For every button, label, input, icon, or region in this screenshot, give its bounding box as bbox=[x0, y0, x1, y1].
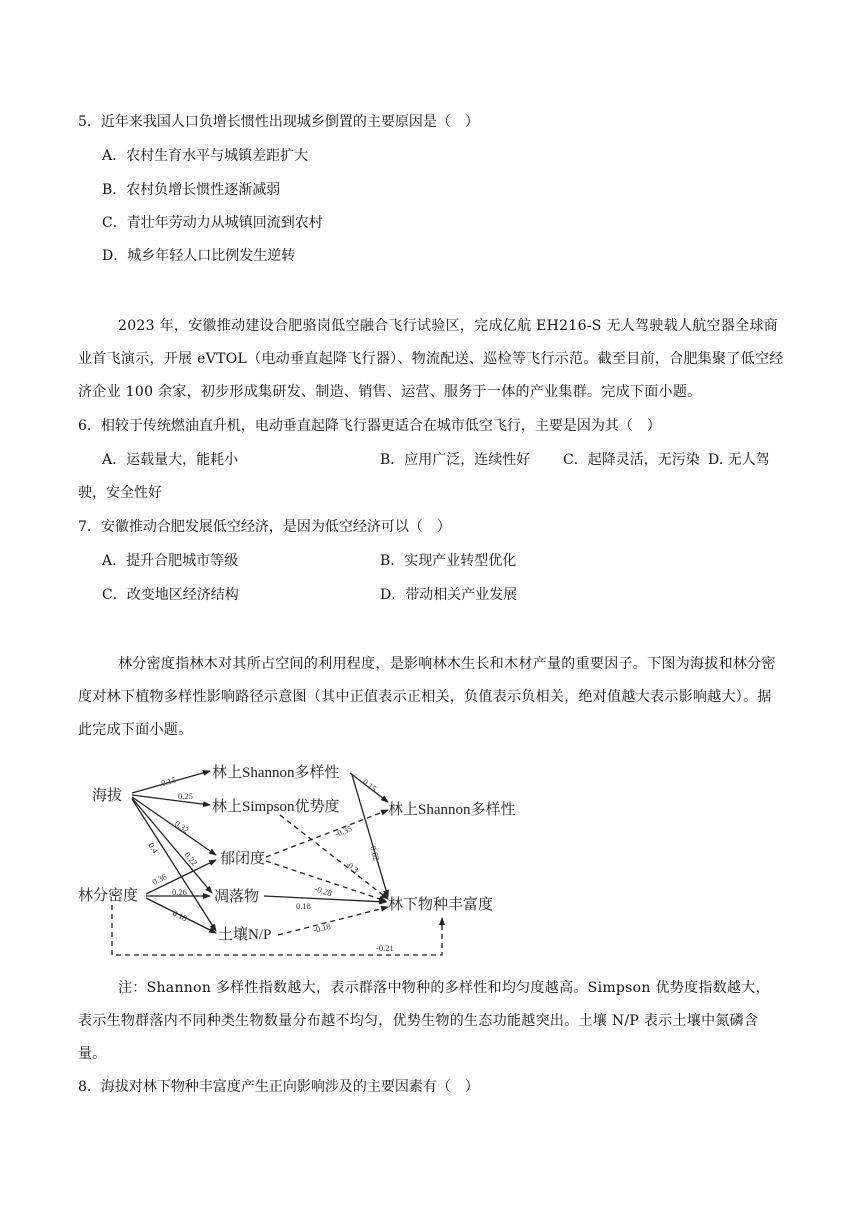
coef-shannon-richness: 0.62 bbox=[368, 844, 382, 862]
passage-1-text: 2023 年，安徽推动建设合肥骆岗低空融合飞行试验区，完成亿航 EH216-S 无人驾驶载人航空器全球商业首飞演示，开展 eVTOL（电动垂直起降飞行器）、物流配送、巡检等飞行示范。截至目前，合肥集聚了低空经济企业 100 余家，初步形成集研发、制造、销售、运营、服务于一体的产业集群。完成下面小题。 bbox=[78, 318, 784, 400]
coef-alt-simpson: 0.25 bbox=[178, 791, 193, 801]
coef-den-canopy: 0.36 bbox=[150, 871, 169, 887]
node-understory-richness: 林下物种丰富度 bbox=[388, 897, 494, 913]
note-text: 注：Shannon 多样性指数越大，表示群落中物种的多样性和均匀度越高。Simpson 优势度指数越大，表示生物群落内不同种类生物数量分布越不均匀，优势生物的生态功能越突出。土壤 N/P 表示土壤中氮磷含量。 bbox=[78, 980, 770, 1062]
node-litter: 凋落物 bbox=[214, 889, 260, 905]
coef-soil-richness: -0.18 bbox=[312, 920, 332, 935]
question-5-option-a: A．农村生育水平与城镇差距扩大 bbox=[102, 148, 309, 164]
question-6-option-a: A．运载量大，能耗小 bbox=[102, 452, 239, 468]
coef-den-soil: 0.18 bbox=[171, 907, 189, 924]
node-shannon-understory: 林上Shannon多样性 bbox=[388, 802, 516, 818]
question-7-option-c: C．改变地区经济结构 bbox=[102, 587, 239, 603]
coef-alt-canopy: 0.32 bbox=[172, 818, 191, 835]
passage-low-altitude-economy bbox=[78, 310, 784, 409]
question-6-option-d: D. 无人驾 bbox=[708, 452, 770, 468]
node-soil-np: 土壤N/P bbox=[218, 927, 272, 943]
diagram-note bbox=[78, 972, 784, 1071]
coef-den-litter: 0.26 bbox=[172, 887, 187, 897]
question-6-option-d-continued: 驶，安全性好 bbox=[78, 485, 162, 501]
question-5-option-c: C．青壮年劳动力从城镇回流到农村 bbox=[102, 215, 323, 231]
coef-canopy-shannon: -0.35 bbox=[333, 823, 354, 839]
question-5-option-b: B．农村负增长惯性逐渐减弱 bbox=[102, 182, 281, 198]
arrow-litter-richness bbox=[264, 896, 386, 902]
coef-shannon-shannon: 0.15 bbox=[360, 776, 379, 794]
arrow-soil-richness bbox=[278, 907, 388, 935]
passage-stand-density bbox=[78, 648, 784, 747]
arrow-alt-litter bbox=[132, 798, 212, 893]
question-5-option-d: D．城乡年轻人口比例发生逆转 bbox=[102, 248, 296, 264]
question-5-stem: 5．近年来我国人口负增长惯性出现城乡倒置的主要原因是（ ） bbox=[78, 114, 479, 130]
node-altitude: 海拔 bbox=[92, 788, 123, 804]
node-canopy-closure: 郁闭度 bbox=[220, 851, 266, 867]
node-shannon-upper: 林上Shannon多样性 bbox=[212, 765, 340, 781]
question-7-stem: 7．安徽推动合肥发展低空经济，是因为低空经济可以（ ） bbox=[78, 519, 451, 535]
coef-alt-soil: 0.4 bbox=[146, 840, 161, 856]
question-7-option-d: D．带动相关产业发展 bbox=[380, 587, 518, 603]
passage-2-text: 林分密度指林木对其所占空间的利用程度，是影响林木生长和木材产量的重要因子。下图为海拔和林分密度对林下植物多样性影响路径示意图（其中正值表示正相关，负值表示负相关，绝对值越大表示影响越大）。据此完成下面小题。 bbox=[78, 656, 776, 738]
coef-canopy-richness: -0.28 bbox=[313, 883, 334, 899]
question-6-option-b: B．应用广泛，连续性好 bbox=[380, 452, 531, 468]
coef-alt-shannon: 0.15 bbox=[160, 774, 177, 788]
arrow-shannon-richness bbox=[352, 775, 388, 897]
question-7-option-a: A．提升合肥城市等级 bbox=[102, 553, 239, 569]
coef-litter-richness: 0.18 bbox=[296, 901, 311, 911]
arrow-alt-simpson bbox=[132, 795, 210, 805]
question-8-stem: 8．海拔对林下物种丰富度产生正向影响涉及的主要因素有（ ） bbox=[78, 1079, 479, 1095]
question-6-stem: 6．相较于传统燃油直升机，电动垂直起降飞行器更适合在城市低空飞行，主要是因为其（ ） bbox=[78, 418, 661, 434]
coef-simpson-richness: -0.3 bbox=[343, 858, 361, 875]
question-7-option-b: B．实现产业转型优化 bbox=[380, 553, 517, 569]
node-simpson-upper: 林上Simpson优势度 bbox=[212, 799, 340, 815]
path-diagram bbox=[70, 755, 540, 965]
node-stand-density: 林分密度 bbox=[78, 888, 139, 904]
coef-den-richness: -0.21 bbox=[376, 943, 394, 953]
question-6-option-c: C．起降灵活，无污染 bbox=[563, 452, 700, 468]
coef-alt-litter: 0.22 bbox=[182, 849, 200, 868]
